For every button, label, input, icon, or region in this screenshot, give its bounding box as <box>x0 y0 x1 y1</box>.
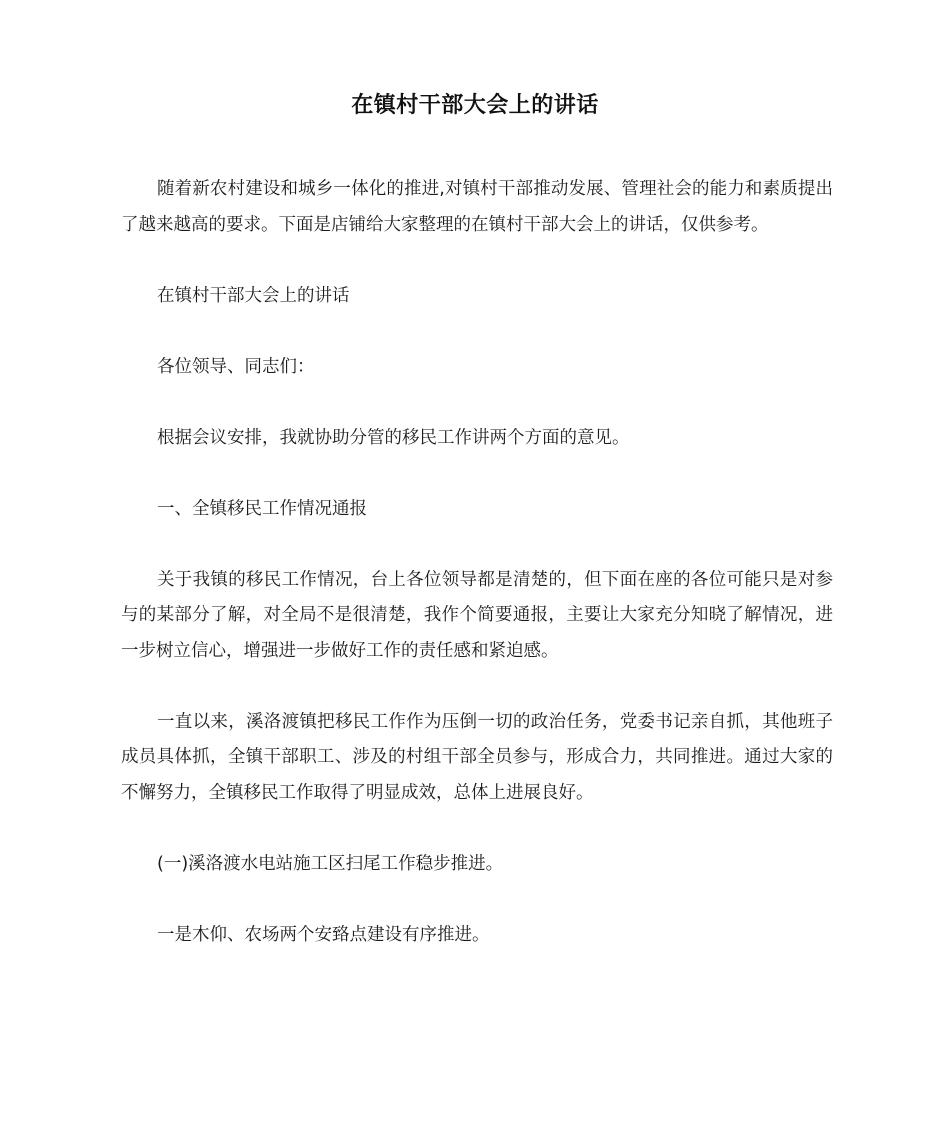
paragraph-point-1: 一是木仰、农场两个安臵点建设有序推进。 <box>157 924 490 945</box>
subsection-heading-1: (一)溪洛渡水电站施工区扫尾工作稳步推进。 <box>157 853 504 874</box>
paragraph-salutation: 各位领导、同志们： <box>157 356 315 377</box>
paragraph-arrangement: 根据会议安排，我就协助分管的移民工作讲两个方面的意见。 <box>157 427 630 448</box>
document-title: 在镇村干部大会上的讲话 <box>351 93 599 118</box>
document-body <box>121 172 833 989</box>
paragraph-situation: 关于我镇的移民工作情况，台上各位领导都是清楚的，但下面在座的各位可能只是对参与的某部分了解，对全局不是很清楚，我作个简要通报，主要让大家充分知晓了解情况，进一步树立信心，增强进一步做好工作的责任感和紧迫感。 <box>121 569 833 661</box>
paragraph-progress: 一直以来，溪洛渡镇把移民工作作为压倒一切的政治任务，党委书记亲自抓，其他班子成员具体抓，全镇干部职工、涉及的村组干部全员参与，形成合力，共同推进。通过大家的不懈努力，全镇移民工作取得了明显成效，总体上进展良好。 <box>121 711 833 803</box>
paragraph-intro: 随着新农村建设和城乡一体化的推进,对镇村干部推动发展、管理社会的能力和素质提出了越来越高的要求。下面是店铺给大家整理的在镇村干部大会上的讲话，仅供参考。 <box>121 179 833 235</box>
section-heading-1: 一、全镇移民工作情况通报 <box>157 498 367 519</box>
paragraph-speech-title: 在镇村干部大会上的讲话 <box>157 285 350 306</box>
